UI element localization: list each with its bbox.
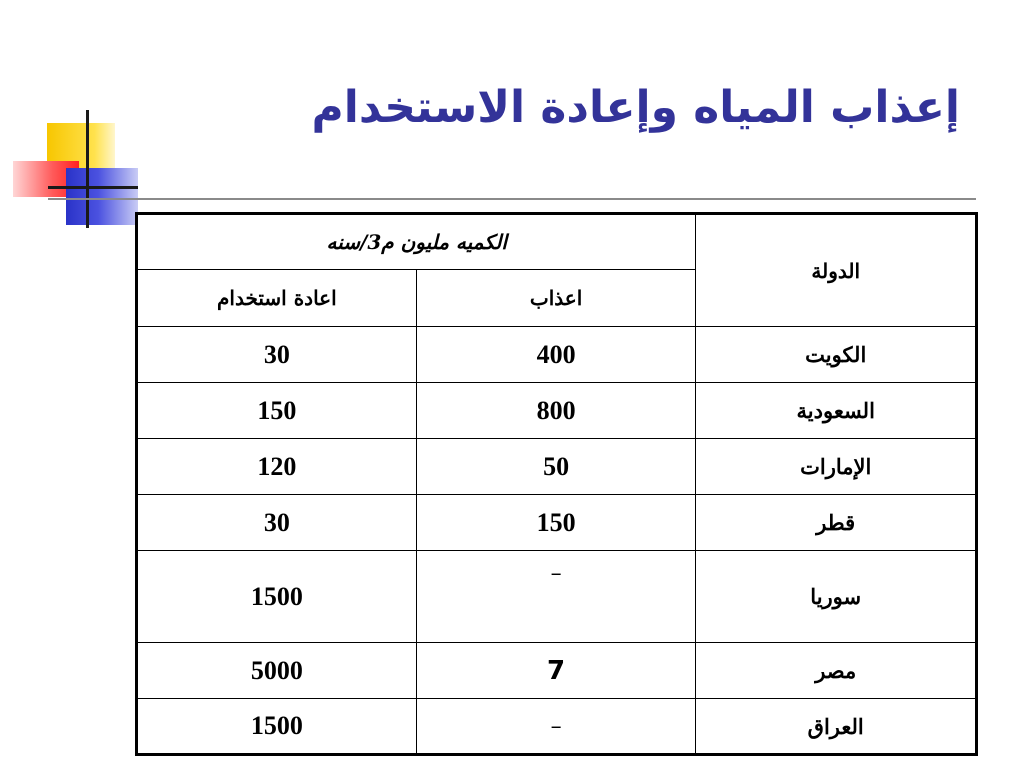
header-quantity-group: الكميه مليون م3/سنه bbox=[137, 214, 696, 270]
cell-desalination: 7 bbox=[416, 643, 696, 699]
data-table-container bbox=[135, 212, 978, 755]
header-country: الدولة bbox=[696, 214, 977, 327]
cell-reuse: 120 bbox=[137, 439, 417, 495]
header-desalination: اعذاب bbox=[416, 270, 696, 327]
title-underline bbox=[48, 198, 976, 200]
decorative-blue-square bbox=[66, 168, 138, 225]
decorative-vertical-line bbox=[86, 110, 89, 228]
table-row bbox=[137, 551, 977, 643]
cell-country: مصر bbox=[696, 643, 977, 699]
cell-desalination: 150 bbox=[416, 495, 696, 551]
cell-desalination: 400 bbox=[416, 327, 696, 383]
cell-reuse: 150 bbox=[137, 383, 417, 439]
cell-reuse: 5000 bbox=[137, 643, 417, 699]
table-row bbox=[137, 439, 977, 495]
cell-desalination: – bbox=[416, 551, 696, 643]
cell-country: قطر bbox=[696, 495, 977, 551]
slide-title: إعذاب المياه وإعادة الاستخدام bbox=[311, 82, 960, 133]
cell-country: الكويت bbox=[696, 327, 977, 383]
cell-country: سوريا bbox=[696, 551, 977, 643]
cell-desalination: 50 bbox=[416, 439, 696, 495]
cell-desalination: 800 bbox=[416, 383, 696, 439]
water-table bbox=[135, 212, 978, 756]
decorative-horizontal-line bbox=[48, 186, 138, 189]
table-row bbox=[137, 699, 977, 755]
table-row bbox=[137, 495, 977, 551]
header-row-top bbox=[137, 214, 977, 270]
cell-country: السعودية bbox=[696, 383, 977, 439]
cell-country: العراق bbox=[696, 699, 977, 755]
table-row bbox=[137, 327, 977, 383]
cell-desalination: – bbox=[416, 699, 696, 755]
cell-country: الإمارات bbox=[696, 439, 977, 495]
cell-reuse: 30 bbox=[137, 495, 417, 551]
table-row bbox=[137, 643, 977, 699]
header-reuse: اعادة استخدام bbox=[137, 270, 417, 327]
cell-reuse: 1500 bbox=[137, 699, 417, 755]
table-row bbox=[137, 383, 977, 439]
cell-reuse: 30 bbox=[137, 327, 417, 383]
cell-reuse: 1500 bbox=[137, 551, 417, 643]
